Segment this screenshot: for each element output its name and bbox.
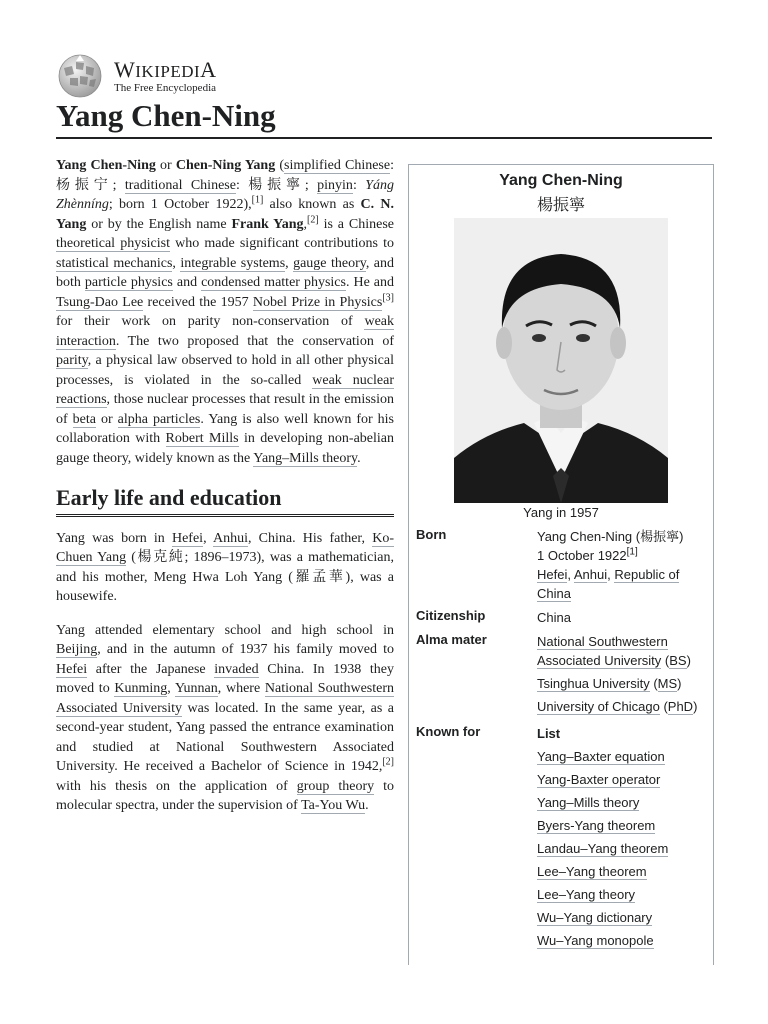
link-condensed-matter-physics[interactable]: condensed matter physics — [201, 275, 346, 290]
link-national-southwestern[interactable]: National Southwestern Associated University — [56, 681, 394, 716]
link-group-theory[interactable]: group theory — [296, 778, 375, 794]
wordmark — [114, 56, 217, 94]
article-body — [56, 156, 394, 830]
known-for-list-title: List — [537, 726, 561, 741]
ref-2b[interactable]: [2] — [382, 756, 394, 768]
link-parity[interactable]: parity — [56, 353, 88, 368]
alma-item: Tsinghua University (MS) — [537, 676, 682, 691]
intro-paragraph: Yang Chen-Ning or Chen-Ning Yang (simplified Chinese: 杨振宁; traditional Chinese: 楊振寧; pinyin: Yáng Zhènníng; born 1 October 1922),[1] also known as C. N. Yang or by the English name Frank Yang,[2] is a Chinese theoretical physicist who made significant contributions to statistical mechanics, integrable systems, gauge theory, and both particle physics and condensed matter physics. He and Tsung-Dao Lee received the 1957 Nobel Prize in Physics[3] for their work on parity non-conservation of weak interaction. The two proposed that the conservation of parity, a physical law observed to hold in all other physical processes, is violated in the so-called weak nuclear reactions, those nuclear processes that result in the emission of beta or alpha particles. Yang is also well known for his collaboration with Robert Mills in developing non-abelian gauge theory, widely known as the Yang–Mills theory. — [56, 158, 395, 466]
link-anhui[interactable]: Anhui — [213, 530, 248, 546]
link-robert-mills[interactable]: Robert Mills — [165, 431, 239, 446]
born-value: Yang Chen-Ning (楊振寧) 1 October 1922[1] Hefei, Anhui, Republic of China — [537, 529, 684, 601]
known-for-item[interactable]: Lee–Yang theory — [537, 887, 636, 902]
link-invaded[interactable]: invaded — [214, 661, 259, 677]
wordmark-text: WIKIPEDIA — [114, 56, 217, 82]
wikipedia-globe-logo[interactable] — [56, 54, 104, 98]
link-nobel-prize[interactable]: Nobel Prize in Physics — [252, 294, 383, 310]
known-for-item[interactable]: Wu–Yang dictionary — [537, 910, 653, 925]
link-tsinghua[interactable]: Tsinghua University — [537, 676, 650, 691]
citizenship-label: Citizenship — [416, 608, 486, 623]
link-weak-interaction[interactable]: weak interaction — [56, 314, 394, 349]
born-label: Born — [416, 527, 447, 542]
ref-born-1[interactable]: [1] — [626, 546, 638, 558]
known-for-item[interactable]: Byers-Yang theorem — [537, 818, 656, 833]
known-for-item[interactable]: Lee–Yang theorem — [537, 864, 647, 879]
link-weak-nuclear-reactions[interactable]: weak nuclear reactions — [56, 372, 395, 407]
site-header — [56, 54, 217, 98]
early-life-paragraph-2: Yang attended elementary school and high school in Beijing, and in the autumn of 1937 his family moved to Hefei after the Japanese invaded China. In 1938 they moved to Kunming, Yunnan, where National Southwestern Associated University was located. In the same year, as a second-year student, Yang passed the entrance examination and studied at National Southwestern Associated University. He received a Bachelor of Science in 1942,[2] with his thesis on the application of group theory to molecular spectra, under the supervision of Ta-You Wu. — [56, 622, 394, 813]
link-hefei[interactable]: Hefei — [171, 530, 204, 546]
page-title: Yang Chen-Ning — [56, 96, 712, 139]
tagline: The Free Encyclopedia — [114, 81, 217, 94]
link-degree-phd[interactable]: PhD — [667, 699, 694, 714]
infobox-name: Yang Chen-Ning — [499, 172, 623, 189]
row-born — [416, 527, 712, 603]
infobox-native-name: 楊振寧 — [536, 197, 585, 214]
link-yang-mills-theory[interactable]: Yang–Mills theory — [253, 450, 358, 466]
known-for-item[interactable]: Landau–Yang theorem — [537, 841, 669, 856]
link-republic-of-china[interactable]: Republic of China — [537, 567, 680, 601]
link-pinyin[interactable]: pinyin — [317, 177, 353, 193]
link-gauge-theory[interactable]: gauge theory — [293, 255, 366, 271]
section-heading: Early life and education — [56, 488, 394, 517]
ref-1[interactable]: [1] — [251, 194, 264, 206]
ref-3[interactable]: [3] — [382, 291, 394, 303]
link-yunnan[interactable]: Yunnan — [174, 681, 218, 696]
portrait-photo[interactable] — [454, 218, 668, 503]
alma-item: University of Chicago (PhD) — [537, 699, 698, 714]
link-beijing[interactable]: Beijing — [56, 642, 98, 657]
link-hefei-2[interactable]: Hefei — [56, 661, 88, 677]
link-beta[interactable]: beta — [72, 411, 96, 427]
alma-mater-list — [537, 632, 709, 720]
citizenship-value: China — [537, 610, 571, 625]
known-for-item[interactable]: Yang–Baxter equation — [537, 749, 665, 764]
link-alpha-particles[interactable]: alpha particles — [117, 411, 201, 427]
link-traditional-chinese[interactable]: traditional Chinese — [124, 177, 236, 193]
link-born-hefei[interactable]: Hefei — [537, 567, 568, 582]
link-tsung-dao-lee[interactable]: Tsung-Dao Lee — [56, 294, 144, 310]
link-theoretical-physicist[interactable]: theoretical physicist — [56, 236, 170, 251]
link-statistical-mechanics[interactable]: statistical mechanics — [56, 255, 173, 271]
alma-mater-label: Alma mater — [416, 632, 487, 647]
link-integrable-systems[interactable]: integrable systems — [180, 255, 286, 271]
row-citizenship — [416, 608, 712, 627]
link-uchicago[interactable]: University of Chicago — [537, 699, 660, 714]
infobox — [408, 164, 714, 965]
early-life-paragraph-1: Yang was born in Hefei, Anhui, China. His father, Ko-Chuen Yang (楊克純; 1896–1973), was a mathematician, and his mother, Meng Hwa Loh Yang (羅孟華), was a housewife. — [56, 530, 394, 604]
link-particle-physics[interactable]: particle physics — [84, 275, 173, 290]
link-degree-ms[interactable]: MS — [657, 676, 678, 691]
link-born-anhui[interactable]: Anhui — [573, 567, 608, 582]
ref-2[interactable]: [2] — [307, 213, 319, 225]
link-ko-chuen-yang[interactable]: Ko-Chuen Yang — [56, 530, 394, 565]
link-ta-you-wu[interactable]: Ta-You Wu — [301, 798, 366, 813]
known-for-item[interactable]: Wu–Yang monopole — [537, 933, 654, 948]
known-for-list — [537, 724, 709, 954]
known-for-item[interactable]: Yang-Baxter operator — [537, 772, 661, 787]
link-degree-bs[interactable]: BS — [669, 653, 687, 668]
known-for-item[interactable]: Yang–Mills theory — [537, 795, 640, 810]
alma-item: National Southwestern Associated University (BS) — [537, 634, 691, 668]
known-for-label: Known for — [416, 724, 481, 739]
link-simplified-chinese[interactable]: simplified Chinese — [284, 158, 391, 173]
link-nsau[interactable]: National Southwestern Associated University — [537, 634, 668, 668]
row-known-for — [416, 724, 712, 954]
photo-caption: Yang in 1957 — [523, 505, 599, 520]
portrait-illustration — [454, 218, 668, 503]
row-alma-mater — [416, 632, 712, 720]
link-kunming[interactable]: Kunming — [114, 681, 168, 696]
